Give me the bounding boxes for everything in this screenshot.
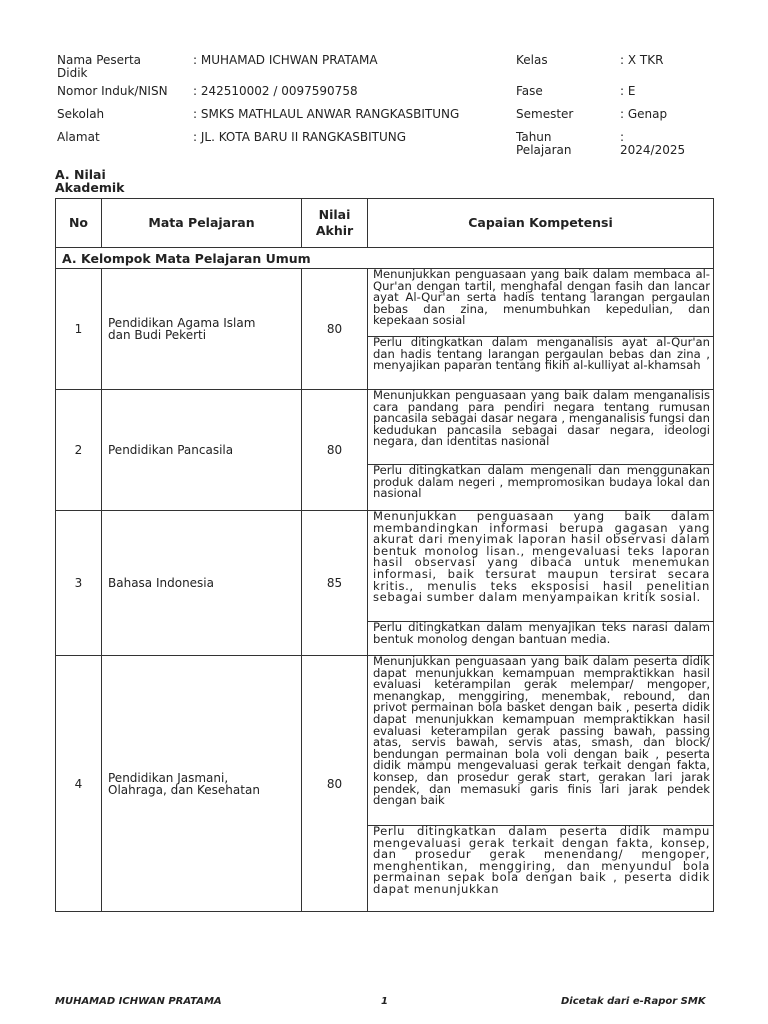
group-row xyxy=(56,248,714,269)
header-score: Nilai Akhir xyxy=(302,199,368,248)
achievement-text: Menunjukkan penguasaan yang baik dalam membandingkan informasi berupa gagasan yang akurat dari menyimak laporan hasil observasi dalam bentuk monolog lisan., mengevaluasi teks laporan hasil observasi yang dibaca untuk menemukan informasi, baik tersurat maupun tersirat secara kritis., menulis teks eksposisi hasil penelitian sebagai sumber dalam menyampaikan kritik sosial. xyxy=(368,511,714,622)
student-name-value: : MUHAMAD ICHWAN PRATAMA xyxy=(193,53,378,67)
academic-year-value: : 2024/2025 xyxy=(620,130,686,157)
group-label: A. Kelompok Mata Pelajaran Umum xyxy=(56,248,714,269)
final-score: 80 xyxy=(302,390,368,511)
academic-year-label: Tahun Pelajaran xyxy=(516,130,572,157)
school-value: : SMKS MATHLAUL ANWAR RANGKASBITUNG xyxy=(193,107,460,121)
header-no: No xyxy=(56,199,102,248)
student-name-label: Nama Peserta Didik xyxy=(57,53,142,80)
class-value: : X TKR xyxy=(620,53,664,67)
improvement-text: Perlu ditingkatkan dalam menganalisis ayat al-Qur'an dan hadis tentang larangan pergaulan bebas dan zina , menyajikan paparan tentang fikih al-kulliyat al-khamsah xyxy=(368,337,714,390)
footer-page-number: 1 xyxy=(381,996,388,1007)
footer-student-name: MUHAMAD ICHWAN PRATAMA xyxy=(55,996,222,1007)
improvement-text: Perlu ditingkatkan dalam mengenali dan menggunakan produk dalam negeri , mempromosikan budaya lokal dan nasional xyxy=(368,465,714,511)
table-row xyxy=(56,511,714,622)
improvement-text: Perlu ditingkatkan dalam menyajikan teks narasi dalam bentuk monolog dengan bantuan media. xyxy=(368,622,714,656)
row-number: 3 xyxy=(56,511,102,656)
nisn-label: Nomor Induk/NISN xyxy=(57,84,168,98)
class-label: Kelas xyxy=(516,53,548,67)
row-number: 1 xyxy=(56,269,102,390)
table-row xyxy=(56,390,714,465)
final-score: 85 xyxy=(302,511,368,656)
achievement-text: Menunjukkan penguasaan yang baik dalam membaca al- Qur'an dengan tartil, menghafal dengan fasih dan lancar ayat Al-Qur'an serta hadis tentang larangan pergaulan bebas dan zina, menumbuhkan kepedulian, dan kepekaan sosial xyxy=(368,269,714,337)
improvement-text xyxy=(368,826,714,912)
grades-table xyxy=(55,198,714,912)
row-number: 4 xyxy=(56,656,102,912)
header-competency: Capaian Kompetensi xyxy=(368,199,714,248)
section-title: A. Nilai Akademik xyxy=(55,167,125,195)
footer-printed-from: Dicetak dari e-Rapor SMK xyxy=(561,996,706,1007)
achievement-text: Menunjukkan penguasaan yang baik dalam menganalisis cara pandang para pendiri negara tentang rumusan pancasila sebagai dasar negara , menganalisis fungsi dan kedudukan pancasila sebagai dasar negara, ideologi negara, dan identitas nasional xyxy=(368,390,714,465)
table-row xyxy=(56,656,714,826)
phase-label: Fase xyxy=(516,84,543,98)
final-score: 80 xyxy=(302,269,368,390)
improvement-text-clip: Perlu ditingkatkan dalam peserta didik mampu mengevaluasi gerak terkait dengan fakta, konsep, dan prosedur gerak menendang/ mengoper, menghentikan, menggiring, dan menyundul bola permainan sepak bola dengan baik , peserta didik dapat menunjukkan xyxy=(373,826,710,896)
header-subject: Mata Pelajaran xyxy=(102,199,302,248)
achievement-text: Menunjukkan penguasaan yang baik dalam peserta didik dapat menunjukkan kemampuan mempraktikkan hasil evaluasi keterampilan gerak melempar/ mengoper, menangkap, menggiring, menembak, rebound, dan privot permainan bola basket dengan baik , peserta didik dapat menunjukkan kemampuan mempraktikkan hasil evaluasi keterampilan gerak passing bawah, passing atas, servis bawah, servis atas, smash, dan block/ bendungan permainan bola voli dengan baik , peserta didik mampu mengevaluasi gerak terkait dengan fakta, konsep, dan prosedur gerak start, gerakan lari jarak pendek, dan memasuki garis finis lari jarak pendek dengan baik xyxy=(368,656,714,826)
school-label: Sekolah xyxy=(57,107,105,121)
subject-name: Pendidikan Jasmani, Olahraga, dan Kesehatan xyxy=(102,656,302,912)
nisn-value: : 242510002 / 0097590758 xyxy=(193,84,358,98)
subject-name: Pendidikan Pancasila xyxy=(102,390,302,511)
table-row xyxy=(56,269,714,337)
semester-label: Semester xyxy=(516,107,574,121)
phase-value: : E xyxy=(620,84,636,98)
subject-name: Pendidikan Agama Islam dan Budi Pekerti xyxy=(102,269,302,390)
row-number: 2 xyxy=(56,390,102,511)
subject-name: Bahasa Indonesia xyxy=(102,511,302,656)
table-header-row xyxy=(56,199,714,248)
address-value: : JL. KOTA BARU II RANGKASBITUNG xyxy=(193,130,407,144)
address-label: Alamat xyxy=(57,130,100,144)
final-score: 80 xyxy=(302,656,368,912)
semester-value: : Genap xyxy=(620,107,668,121)
